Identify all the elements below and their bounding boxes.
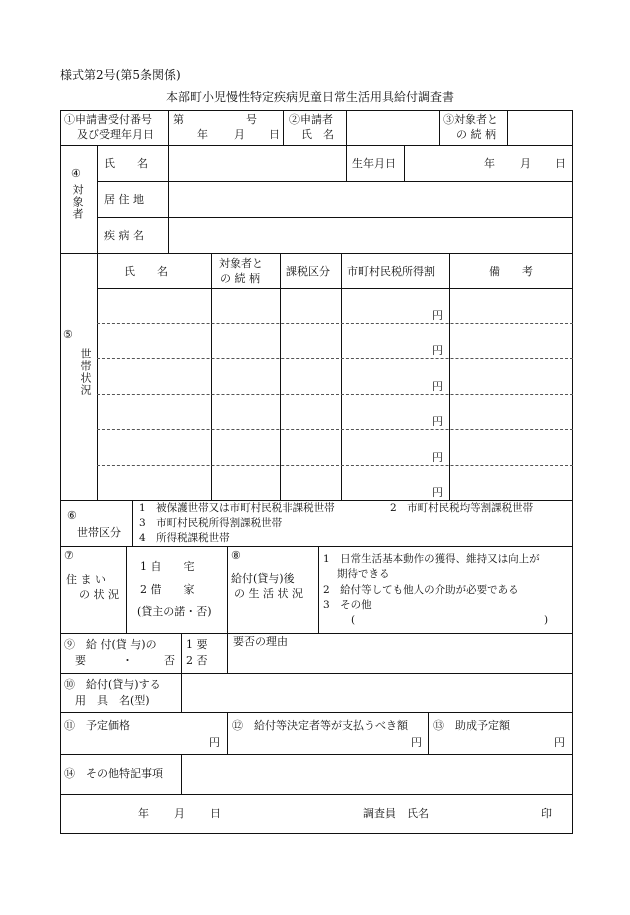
applicant-name-label: 氏 名	[301, 128, 334, 141]
other-notes-field[interactable]	[182, 755, 571, 793]
other-notes-label: ⑭ その他特記事項	[64, 767, 163, 780]
after-grant-label: 給付(貸与)後	[231, 572, 295, 585]
relation-label: ③対象者と	[443, 113, 498, 126]
document-title: 本部町小児慢性特定疾病児童日常生活用具給付調査書	[166, 90, 455, 104]
necessity-label-dot: ・	[122, 654, 133, 667]
equipment-field[interactable]	[182, 674, 571, 711]
housing-landlord-consent[interactable]: (貸主の諾・否)	[137, 605, 212, 618]
after-grant-item-1b: 期待できる	[337, 568, 390, 580]
household-number: ⑤	[63, 328, 73, 341]
address-field[interactable]	[169, 182, 571, 216]
subject-name-field[interactable]	[169, 146, 345, 180]
planned-price-label: ⑪ 予定価格	[64, 719, 130, 732]
footer-year: 年	[138, 807, 149, 820]
receipt-month: 月	[234, 128, 245, 141]
birth-month: 月	[520, 157, 531, 170]
necessity-option-yes[interactable]: 1 要	[186, 638, 208, 651]
footer-day: 日	[210, 807, 221, 820]
after-grant-paren-close: )	[544, 614, 549, 626]
necessity-label-yes: 要	[75, 654, 86, 667]
receipt-go: 号	[246, 113, 257, 126]
applicant-label: ②申請者	[289, 113, 333, 126]
equipment-label-2: 用 具 名(型)	[75, 694, 150, 707]
after-grant-number: ⑧	[231, 549, 241, 562]
subject-number: ④	[71, 167, 81, 180]
equipment-label: ⑩ 給付(貸与)する	[64, 678, 161, 691]
birth-date-label: 生年月日	[352, 157, 396, 170]
payment-amount-yen: 円	[411, 736, 422, 749]
necessity-label-no: 否	[164, 654, 175, 667]
relation-field[interactable]	[508, 111, 571, 144]
applicant-name-field[interactable]	[347, 111, 438, 144]
planned-price-yen: 円	[209, 736, 220, 749]
receipt-dai: 第	[173, 113, 184, 126]
subject-label: 対象者	[71, 184, 84, 220]
investigator-name-label: 調査員 氏名	[363, 807, 429, 820]
household-class-label: 世帯区分	[77, 526, 121, 539]
relation-label-2: の 続 柄	[456, 128, 496, 141]
after-grant-item-2[interactable]: 2 給付等しても他人の介助が必要である	[323, 584, 519, 596]
birth-year: 年	[484, 157, 495, 170]
receipt-year: 年	[197, 128, 208, 141]
household-label: 世帯状況	[79, 348, 92, 396]
yen-row-5: 円	[432, 451, 443, 464]
col-income-tax-header: 市町村民税所得割	[347, 265, 435, 278]
after-grant-other-field[interactable]	[360, 613, 540, 628]
housing-label: 住 ま い	[66, 573, 106, 586]
footer-month: 月	[174, 807, 185, 820]
yen-row-2: 円	[432, 344, 443, 357]
subject-name-label: 氏 名	[104, 157, 148, 170]
household-class-item-4[interactable]: 4 所得税課税世帯	[139, 532, 230, 544]
after-grant-label-2: の 生 活 状 況	[234, 587, 303, 600]
receipt-day: 日	[269, 128, 280, 141]
col-remarks-header: 備 考	[489, 265, 533, 278]
birth-day: 日	[555, 157, 566, 170]
after-grant-item-1[interactable]: 1 日常生活基本動作の獲得、維持又は向上が	[323, 553, 540, 565]
form-number: 様式第2号(第5条関係)	[60, 68, 181, 82]
after-grant-paren-open: (	[351, 614, 356, 626]
housing-option-rent[interactable]: 2 借 家	[140, 583, 195, 596]
housing-label-2: の 状 況	[79, 588, 119, 601]
subsidy-amount-label: ⑬ 助成予定額	[433, 719, 510, 732]
yen-row-6: 円	[432, 486, 443, 499]
address-label: 居 住 地	[104, 193, 144, 206]
col-name-header: 氏 名	[124, 265, 168, 278]
disease-field[interactable]	[169, 218, 571, 252]
housing-number: ⑦	[64, 549, 74, 562]
after-grant-item-3[interactable]: 3 その他	[323, 599, 372, 611]
receipt-date-label: 及び受理年月日	[77, 128, 154, 141]
necessity-option-no[interactable]: 2 否	[186, 654, 208, 667]
col-relation-header: 対象者と	[219, 257, 263, 270]
disease-label: 疾 病 名	[104, 229, 144, 242]
subsidy-amount-yen: 円	[554, 736, 565, 749]
housing-option-own[interactable]: 1 自 宅	[140, 560, 195, 573]
seal-mark: 印	[541, 807, 552, 820]
yen-row-3: 円	[432, 380, 443, 393]
yen-row-4: 円	[432, 415, 443, 428]
household-class-item-2[interactable]: 2 市町村民税均等割課税世帯	[390, 502, 534, 514]
col-relation-header-2: の 続 柄	[220, 272, 260, 285]
receipt-number-label: ①申請書受付番号	[64, 113, 152, 126]
household-class-item-1[interactable]: 1 被保護世帯又は市町村民税非課税世帯	[139, 502, 335, 514]
household-class-item-3[interactable]: 3 市町村民税所得割課税世帯	[139, 517, 283, 529]
payment-amount-label: ⑫ 給付等決定者等が支払うべき額	[232, 719, 408, 732]
col-tax-class-header: 課税区分	[286, 265, 330, 278]
necessity-label: ⑨ 給 付(貸 与)の	[64, 638, 157, 651]
necessity-reason-label: 要否の理由	[233, 635, 288, 648]
household-class-number: ⑥	[67, 509, 77, 522]
yen-row-1: 円	[432, 309, 443, 322]
